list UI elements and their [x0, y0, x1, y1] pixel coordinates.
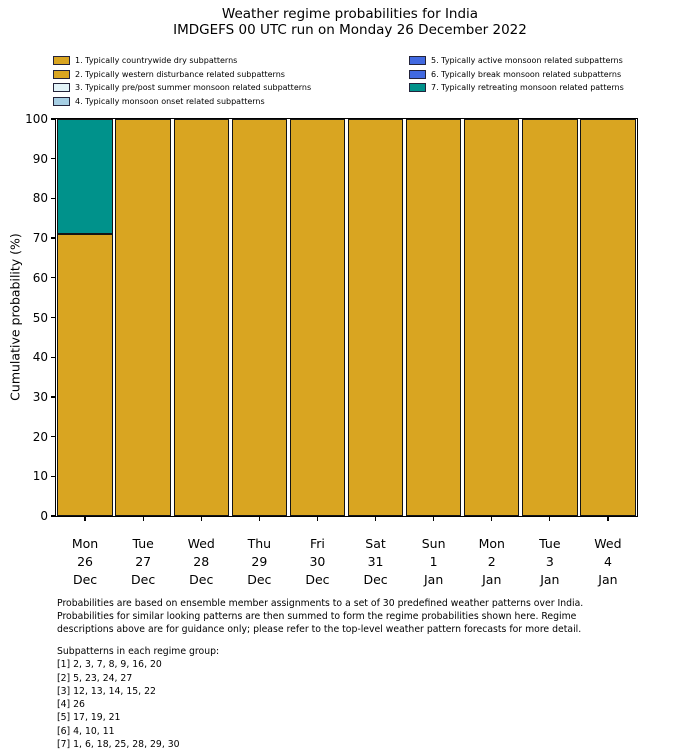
y-tick-label: 80	[32, 191, 48, 206]
x-tick-label-line: Sat	[365, 536, 386, 551]
y-tick-label: 90	[32, 151, 48, 166]
x-tick-label-line: 1	[429, 554, 438, 569]
legend-item	[53, 55, 409, 66]
legend-item-label: 6. Typically break monsoon related subpatterns	[431, 69, 622, 79]
x-tick-label-line: Wed	[594, 536, 622, 551]
subpatterns-list	[57, 645, 457, 751]
x-tick-mark	[201, 516, 202, 521]
y-tick-mark	[51, 277, 56, 278]
legend-swatch-icon	[53, 70, 70, 79]
x-tick-mark	[549, 516, 550, 521]
y-tick-label: 70	[32, 231, 48, 246]
bar-segment	[580, 119, 635, 516]
x-tick-label-line: Jan	[598, 572, 618, 587]
legend-swatch-icon	[409, 56, 426, 65]
legend-swatch-icon	[409, 70, 426, 79]
footnote-line: Probabilities for similar looking patterns are then summed to form the regime probabilities shown here. Regime	[57, 611, 577, 622]
x-tick-label	[578, 535, 638, 589]
y-tick-label: 40	[32, 350, 48, 365]
x-tick-mark	[375, 516, 376, 521]
x-tick-label-line: 26	[77, 554, 94, 569]
legend-item	[53, 82, 409, 93]
x-tick-label	[229, 535, 289, 589]
x-tick-label-line: Dec	[305, 572, 330, 587]
bar-segment	[464, 119, 519, 516]
subpatterns-group: [3] 12, 13, 14, 15, 22	[57, 685, 156, 697]
legend-swatch-icon	[53, 83, 70, 92]
x-tick-label-line: 29	[251, 554, 268, 569]
y-tick-label: 100	[25, 112, 48, 126]
x-tick-mark	[433, 516, 434, 521]
y-tick-mark	[51, 237, 56, 238]
legend-swatch-icon	[409, 83, 426, 92]
x-tick-label-line: Mon	[478, 536, 505, 551]
chart-subtitle: IMDGEFS 00 UTC run on Monday 26 December 2022	[173, 22, 527, 38]
x-tick-label-line: Dec	[189, 572, 214, 587]
x-tick-label-line: 31	[367, 554, 384, 569]
y-tick-mark	[51, 396, 56, 397]
bar-segment	[57, 234, 112, 516]
legend-item-label: 2. Typically western disturbance related subpatterns	[75, 69, 285, 79]
x-tick-label-line: Dec	[363, 572, 388, 587]
subpatterns-group: [1] 2, 3, 7, 8, 9, 16, 20	[57, 659, 162, 671]
x-tick-label-line: Jan	[482, 572, 502, 587]
y-tick-label: 30	[32, 389, 48, 404]
x-tick-label-line: Fri	[309, 536, 325, 551]
x-tick-label-line: Jan	[424, 572, 444, 587]
x-tick-label	[462, 535, 522, 589]
bar-segment	[115, 119, 170, 516]
bar-segment	[232, 119, 287, 516]
x-tick-mark	[317, 516, 318, 521]
bar-segment	[57, 119, 112, 234]
x-tick-label	[346, 535, 406, 589]
x-tick-label-line: 2	[487, 554, 496, 569]
y-tick-label: 0	[40, 509, 48, 523]
legend-swatch-icon	[53, 56, 70, 65]
x-tick-label-line: Mon	[71, 536, 99, 551]
x-tick-label-line: Wed	[187, 536, 215, 551]
subpatterns-group: [2] 5, 23, 24, 27	[57, 672, 133, 684]
x-tick-label	[171, 535, 231, 589]
x-tick-label	[404, 535, 464, 589]
x-tick-label-line: Dec	[72, 572, 98, 587]
y-tick-mark	[51, 118, 56, 119]
x-tick-label-line: Thu	[247, 536, 272, 551]
legend-item-label: 7. Typically retreating monsoon related patterns	[431, 83, 624, 92]
x-tick-label-line: 4	[603, 554, 612, 569]
x-tick-mark	[607, 516, 608, 521]
x-tick-label-line: 30	[309, 554, 326, 569]
bar-segment	[522, 119, 577, 516]
bar-segment	[290, 119, 345, 516]
x-tick-label-line: Sun	[421, 536, 446, 551]
x-tick-label-line: 28	[193, 554, 210, 569]
legend-item-label: 3. Typically pre/post summer monsoon related subpatterns	[75, 83, 312, 92]
chart-title: Weather regime probabilities for India	[221, 6, 479, 22]
legend-swatch-icon	[53, 97, 70, 106]
legend-item-label: 1. Typically countrywide dry subpatterns	[75, 56, 238, 65]
x-tick-mark	[143, 516, 144, 521]
y-tick-mark	[51, 515, 56, 516]
legend-column-left	[53, 55, 409, 109]
y-tick-mark	[51, 476, 56, 477]
y-tick-mark	[51, 357, 56, 358]
subpatterns-group: [7] 1, 6, 18, 25, 28, 29, 30	[57, 739, 180, 751]
x-tick-label-line: Tue	[132, 536, 154, 551]
bar-segment	[406, 119, 461, 516]
x-tick-label-line: 3	[545, 554, 554, 569]
legend	[53, 55, 647, 109]
x-tick-label	[113, 535, 173, 589]
x-tick-mark	[491, 516, 492, 521]
x-tick-label	[520, 535, 580, 589]
y-tick-label: 20	[32, 429, 48, 444]
y-tick-label: 60	[32, 270, 48, 285]
x-tick-label-line: 27	[135, 554, 152, 569]
footnote	[57, 597, 657, 636]
legend-item	[409, 69, 647, 80]
y-axis-label: Cumulative probability (%)	[7, 233, 23, 401]
x-tick-label	[287, 535, 347, 589]
y-tick-mark	[51, 436, 56, 437]
subpatterns-group: [5] 17, 19, 21	[57, 712, 121, 724]
plot-area	[25, 112, 638, 587]
bar-segment	[348, 119, 403, 516]
x-tick-mark	[84, 516, 85, 521]
footnote-line: descriptions above are for guidance only; please refer to the top-level weather pattern forecasts for more detail.	[57, 624, 582, 635]
legend-item	[409, 82, 647, 93]
x-tick-label-line: Tue	[539, 536, 561, 551]
y-tick-mark	[51, 158, 56, 159]
y-tick-label: 50	[32, 310, 48, 325]
legend-item	[53, 96, 409, 107]
x-tick-label	[55, 535, 115, 589]
subpatterns-group: [4] 26	[57, 699, 85, 711]
legend-item	[409, 55, 647, 66]
x-tick-label-line: Jan	[540, 572, 560, 587]
y-tick-mark	[51, 317, 56, 318]
bar-segment	[174, 119, 229, 516]
subpatterns-header: Subpatterns in each regime group:	[57, 646, 220, 657]
legend-item-label: 4. Typically monsoon onset related subpatterns	[75, 96, 265, 106]
footnote-line: Probabilities are based on ensemble member assignments to a set of 30 predefined weather patterns over India.	[57, 598, 584, 609]
x-tick-label-line: Dec	[247, 572, 272, 587]
legend-column-right	[409, 55, 647, 109]
x-tick-mark	[259, 516, 260, 521]
legend-item-label: 5. Typically active monsoon related subpatterns	[431, 56, 623, 65]
subpatterns-group: [6] 4, 10, 11	[57, 725, 115, 737]
legend-item	[53, 69, 409, 80]
y-tick-label: 10	[32, 469, 48, 484]
x-tick-label-line: Dec	[131, 572, 156, 587]
y-tick-mark	[51, 198, 56, 199]
